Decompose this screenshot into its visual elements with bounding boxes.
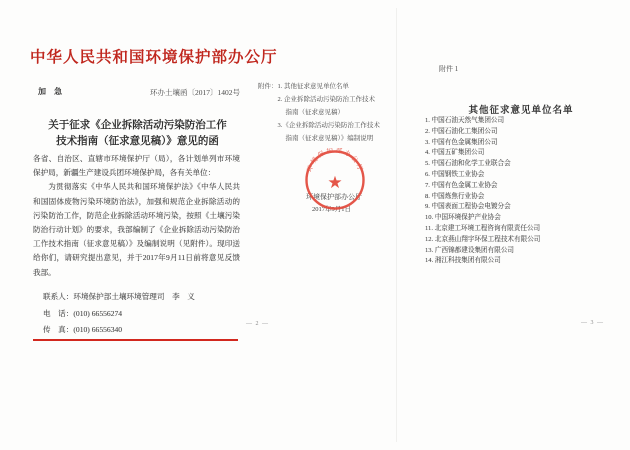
seal-rim-text: 环境保护部办公厅 xyxy=(306,148,364,174)
unit-list xyxy=(425,116,617,267)
attachment-label: 附件 1 xyxy=(439,65,459,73)
page-number-3: — 3 — xyxy=(581,320,604,326)
attachment-item: 2. 企业拆除活动污染防治工作技术指南（征求意见稿） xyxy=(277,96,375,116)
letter-title-line2: 技术指南（征求意见稿）》意见的函 xyxy=(56,136,219,147)
agency-masthead: 中华人民共和国环境保护部办公厅 xyxy=(30,49,278,66)
attachment-list-label: 附件： xyxy=(258,83,278,90)
unit-item: 5. 中国石油和化学工业联合会 xyxy=(425,160,511,168)
attachment-item: 1. 其他征求意见单位名单 xyxy=(277,83,349,90)
body-paragraph: 为贯彻落实《中华人民共和国环境保护法》《中华人民共和国固体废物污染环境防治法》，加强和规范企业拆除活动的污染防治工作，防范企业拆除活动环境污染，按照《土壤污染防治行动计划》的要求，我部编制了《企业拆除活动污染防治工作技术指南（征求意见稿）》及编制说明（见附件）。现印送给你们，请研究提出意见，并于2017年9月11日前将意见反馈我部。 xyxy=(33,182,240,277)
unit-item: 10. 中国环境保护产业协会 xyxy=(425,214,501,222)
unit-item: 8. 中国炼焦行业协会 xyxy=(425,192,485,200)
page-number-2: — 2 — xyxy=(246,321,269,327)
unit-item: 12. 北京燕山翔宇环保工程技术有限公司 xyxy=(425,235,541,243)
letter-body xyxy=(33,152,240,280)
contact-block xyxy=(33,289,240,339)
unit-item: 11. 北京建工环境工程咨询有限责任公司 xyxy=(425,224,541,232)
letter-title xyxy=(30,118,245,150)
document-number: 环办土壤函〔2017〕1402号 xyxy=(150,88,240,97)
contact-phone: 电 话：(010) 66556274 xyxy=(43,308,123,318)
unit-item: 9. 中国表面工程协会电镀分会 xyxy=(425,203,511,211)
unit-item: 2. 中国石油化工集团公司 xyxy=(425,127,498,135)
letter-page-2 xyxy=(242,8,392,442)
footer-red-rule xyxy=(33,339,238,341)
unit-item: 7. 中国有色金属工业协会 xyxy=(425,181,498,189)
attachment-items xyxy=(278,80,381,145)
attachment-item: 3.《企业拆除活动污染防治工作技术指南（征求意见稿）》编制说明 xyxy=(277,122,380,142)
unit-item: 14. 湘江科技集团有限公司 xyxy=(425,257,501,265)
official-seal-icon xyxy=(303,148,367,212)
letter-title-line1: 关于征求《企业拆除活动污染防治工作 xyxy=(48,120,227,131)
salutation: 各省、自治区、直辖市环境保护厅（局），各计划单列市环境保护局，新疆生产建设兵团环境保护局，各有关单位： xyxy=(33,154,240,178)
letter-page-1 xyxy=(12,8,278,442)
contact-fax: 传 真：(010) 66556340 xyxy=(43,325,123,334)
unit-item: 6. 中国钢铁工业协会 xyxy=(425,170,485,178)
attachment-list xyxy=(258,80,380,145)
urgency-stamp: 加 急 xyxy=(38,87,65,96)
contact-person: 联系人：环境保护部土壤环境管理司 李 义 xyxy=(43,292,195,301)
attachment-title: 其他征求意见单位名单 xyxy=(468,106,574,116)
unit-item: 1. 中国石油天然气集团公司 xyxy=(425,117,505,124)
attachment-page-1 xyxy=(396,8,627,442)
seal-star-icon: ★ xyxy=(327,173,343,193)
unit-item: 13. 广西锦都建设集团有限公司 xyxy=(425,246,515,254)
unit-item: 3. 中国有色金属集团公司 xyxy=(425,138,498,146)
issue-date: 2017年9月1日 xyxy=(312,206,351,213)
issuer-name: 环境保护部办公厅 xyxy=(306,193,362,201)
unit-item: 4. 中国五矿集团公司 xyxy=(425,149,485,157)
